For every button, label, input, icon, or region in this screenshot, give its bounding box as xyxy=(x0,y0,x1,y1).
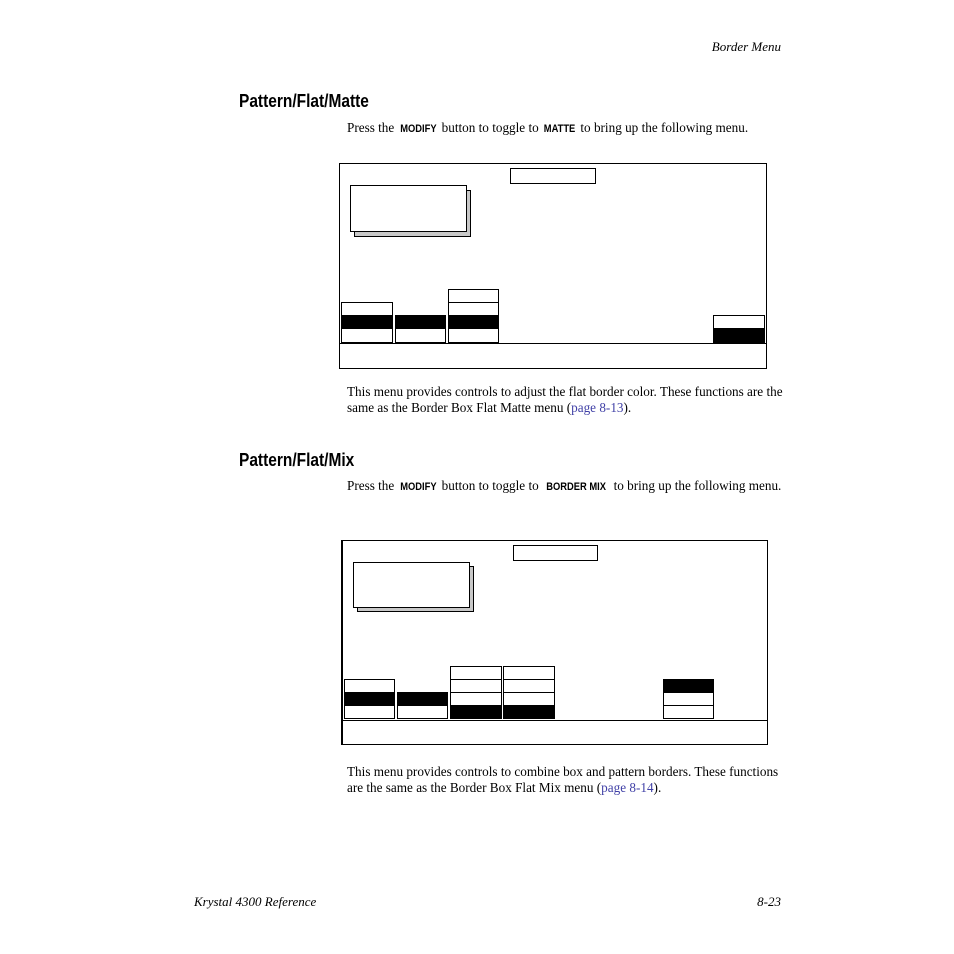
softkey-cell xyxy=(663,705,714,719)
modify-keyword: MODIFY xyxy=(399,123,437,135)
softkey-cell-selected xyxy=(663,679,714,693)
description-text: ). xyxy=(653,780,662,795)
description-text: This menu provides controls to combine box and pattern borders. These functions are the same as the Border Box Flat Mix menu ( xyxy=(347,764,779,795)
matte-menu-diagram xyxy=(339,163,767,369)
softkey-cell-selected xyxy=(397,692,448,706)
softkey-cell xyxy=(341,328,393,343)
intro-paragraph-matte xyxy=(347,120,787,137)
softkey-cell-selected xyxy=(344,692,395,706)
softkey-cell xyxy=(395,328,446,343)
softkey-cell xyxy=(503,692,555,706)
menu-title-tab xyxy=(513,545,598,561)
intro-text: to bring up the following menu. xyxy=(577,120,749,135)
softkey-cell xyxy=(448,328,499,343)
menu-divider xyxy=(340,343,766,344)
softkey-cell xyxy=(450,692,502,706)
description-text: This menu provides controls to adjust the flat border color. These functions are the same as the Border Box Flat Matte menu ( xyxy=(347,384,783,415)
softkey-cell-selected xyxy=(395,315,446,329)
softkey-cell xyxy=(448,302,499,316)
softkey-cell-selected xyxy=(713,328,765,343)
intro-text: to bring up the following menu. xyxy=(610,478,782,493)
intro-paragraph-mix xyxy=(347,478,787,495)
intro-text: button to toggle to xyxy=(438,120,543,135)
softkey-cell xyxy=(448,289,499,303)
softkey-cell xyxy=(397,705,448,719)
softkey-cell-selected xyxy=(450,705,502,719)
status-panel xyxy=(350,185,467,232)
description-paragraph-mix xyxy=(347,764,787,796)
menu-title-tab xyxy=(510,168,596,184)
section-heading-matte: Pattern/Flat/Matte xyxy=(239,91,369,111)
mix-menu-diagram xyxy=(341,540,768,745)
softkey-cell xyxy=(663,692,714,706)
footer-page-number: 8-23 xyxy=(757,894,781,909)
softkey-cell xyxy=(503,666,555,680)
softkey-cell xyxy=(450,666,502,680)
softkey-cell xyxy=(713,315,765,329)
description-text: ). xyxy=(623,400,632,415)
menu-divider xyxy=(343,720,767,721)
description-paragraph-matte xyxy=(347,384,787,416)
border-mix-keyword: BORDER MIX xyxy=(546,481,607,493)
softkey-cell-selected xyxy=(341,315,393,329)
softkey-cell xyxy=(450,679,502,693)
softkey-cell xyxy=(344,679,395,693)
intro-text: Press the xyxy=(347,478,398,493)
status-panel xyxy=(353,562,470,608)
modify-keyword: MODIFY xyxy=(399,481,437,493)
softkey-cell xyxy=(503,679,555,693)
running-header: Border Menu xyxy=(711,39,781,54)
footer-book-title: Krystal 4300 Reference xyxy=(194,894,317,909)
softkey-cell-selected xyxy=(448,315,499,329)
section-heading-mix: Pattern/Flat/Mix xyxy=(239,450,355,470)
matte-keyword: MATTE xyxy=(543,123,576,135)
page-link-8-14[interactable]: page 8-14 xyxy=(601,780,654,795)
softkey-cell-selected xyxy=(503,705,555,719)
softkey-cell xyxy=(341,302,393,316)
page-link-8-13[interactable]: page 8-13 xyxy=(571,400,624,415)
intro-text: Press the xyxy=(347,120,398,135)
intro-text: button to toggle to xyxy=(438,478,543,493)
softkey-cell xyxy=(344,705,395,719)
